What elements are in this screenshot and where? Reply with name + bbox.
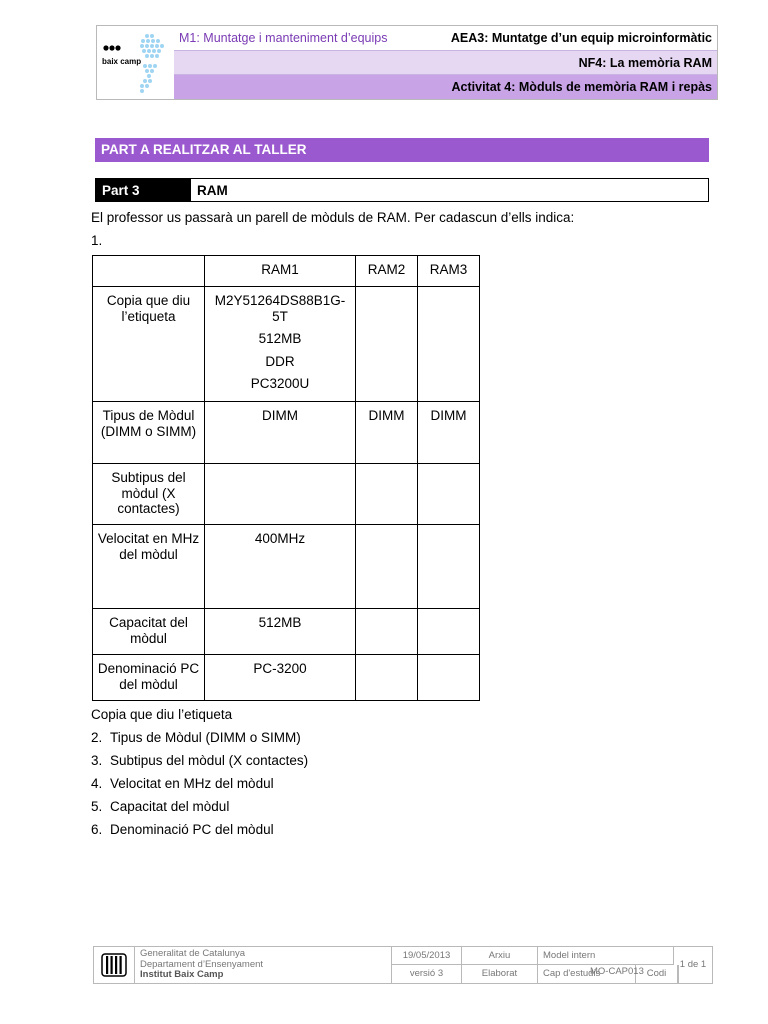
footer-version: versió 3 bbox=[392, 965, 462, 983]
footer-elaborat: Elaborat bbox=[462, 965, 538, 983]
label-copy-line: M2Y51264DS88B1G-5T bbox=[214, 293, 346, 324]
ram1-cell: 400MHz bbox=[205, 525, 356, 609]
ram3-cell bbox=[418, 609, 480, 655]
generalitat-emblem-icon bbox=[94, 947, 134, 983]
table-row bbox=[93, 655, 480, 701]
row-label: Velocitat en MHz del mòdul bbox=[93, 525, 205, 609]
part-header bbox=[95, 178, 709, 202]
footer-code: MO-CAP013 bbox=[590, 966, 644, 977]
footer-date: 19/05/2013 bbox=[392, 947, 462, 965]
ram3-cell: DIMM bbox=[418, 402, 480, 464]
part-title: RAM bbox=[197, 183, 228, 198]
nf-title: NF4: La memòria RAM bbox=[578, 56, 712, 70]
ram2-cell bbox=[356, 609, 418, 655]
part-label: Part 3 bbox=[96, 179, 191, 201]
row-label: Capacitat del mòdul bbox=[93, 609, 205, 655]
ram1-cell bbox=[205, 287, 356, 402]
table-row bbox=[93, 609, 480, 655]
label-copy-line: 512MB bbox=[258, 331, 302, 346]
footer-codi: Codi bbox=[636, 965, 678, 983]
row-label: Denominació PC del mòdul bbox=[93, 655, 205, 701]
document-footer bbox=[93, 946, 713, 984]
ies-baix-camp-logo-icon bbox=[97, 26, 174, 99]
label-copy-line: DDR bbox=[265, 353, 295, 369]
list-first-item: Copia que diu l’etiqueta bbox=[91, 707, 233, 722]
svg-text:baix camp: baix camp bbox=[102, 57, 142, 66]
question-list bbox=[91, 730, 308, 845]
list-item: 4. Velocitat en MHz del mòdul bbox=[91, 776, 274, 791]
ram2-cell: DIMM bbox=[356, 402, 418, 464]
ram1-cell: 512MB bbox=[205, 609, 356, 655]
ram3-cell bbox=[418, 287, 480, 402]
module-title: M1: Muntatge i manteniment d’equips bbox=[179, 31, 388, 45]
ram1-cell: PC-3200 bbox=[205, 655, 356, 701]
ram1-cell: DIMM bbox=[205, 402, 356, 464]
ram-table bbox=[92, 255, 480, 701]
row-label: Tipus de Mòdul (DIMM o SIMM) bbox=[93, 402, 205, 464]
activity-title: Activitat 4: Mòduls de memòria RAM i repàs bbox=[451, 80, 712, 94]
ram3-cell bbox=[418, 464, 480, 525]
intro-number: 1. bbox=[91, 233, 103, 248]
row-label: Subtipus del mòdul (X contactes) bbox=[93, 464, 205, 525]
table-row bbox=[93, 464, 480, 525]
footer-organization: Generalitat de Catalunya Departament d’Ensenyament Institut Baix Camp bbox=[134, 947, 392, 983]
row-label: Copia que diu l’etiqueta bbox=[93, 287, 205, 402]
footer-cap: Cap d'estudis bbox=[538, 965, 636, 983]
section-title: PART A REALITZAR AL TALLER bbox=[95, 138, 709, 162]
aea-title: AEA3: Muntatge d’un equip microinformàtic bbox=[450, 31, 712, 45]
footer-model: Model intern bbox=[538, 947, 674, 965]
table-row bbox=[93, 287, 480, 402]
footer-arxiu: Arxiu bbox=[462, 947, 538, 965]
list-item: 3. Subtipus del mòdul (X contactes) bbox=[91, 753, 309, 768]
ram2-cell bbox=[356, 287, 418, 402]
table-header-cell: RAM2 bbox=[356, 256, 418, 287]
list-item: 6. Denominació PC del mòdul bbox=[91, 822, 274, 837]
generalitat-logo bbox=[94, 947, 135, 983]
table-header-cell: RAM1 bbox=[205, 256, 356, 287]
intro-text: El professor us passarà un parell de mòduls de RAM. Per cadascun d’ells indica: bbox=[91, 210, 575, 225]
ram1-cell bbox=[205, 464, 356, 525]
table-header-cell: RAM3 bbox=[418, 256, 480, 287]
table-header-cell bbox=[93, 256, 205, 287]
ram2-cell bbox=[356, 525, 418, 609]
school-logo bbox=[97, 26, 175, 99]
label-copy-line: PC3200U bbox=[250, 376, 310, 391]
ram3-cell bbox=[418, 525, 480, 609]
ram2-cell bbox=[356, 464, 418, 525]
table-row bbox=[93, 402, 480, 464]
ram2-cell bbox=[356, 655, 418, 701]
table-row bbox=[93, 525, 480, 609]
footer-page: 1 de 1 bbox=[679, 959, 707, 970]
list-item: 2. Tipus de Mòdul (DIMM o SIMM) bbox=[91, 730, 301, 745]
table-header-row bbox=[93, 256, 480, 287]
document-header bbox=[96, 25, 718, 100]
list-item: 5. Capacitat del mòdul bbox=[91, 799, 230, 814]
ram3-cell bbox=[418, 655, 480, 701]
